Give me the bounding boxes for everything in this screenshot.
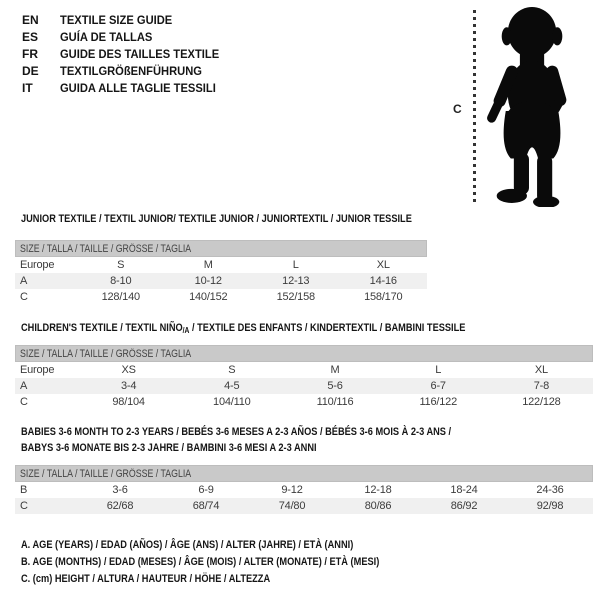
- size-header-bar: [15, 465, 593, 482]
- table-row-height: [15, 498, 593, 514]
- size-cell: M: [330, 364, 340, 376]
- language-row-fr: [22, 46, 231, 63]
- size-header-text: SIZE / TALLA / TAILLE / GRÖSSE / TAGLIA: [20, 243, 192, 255]
- size-cell: L: [292, 259, 299, 271]
- language-code: IT: [22, 81, 33, 95]
- baby-silhouette-icon: [484, 5, 576, 207]
- height-measure-dotted-line: [473, 10, 476, 206]
- size-cell: 14-16: [369, 275, 397, 287]
- table-row-age: [15, 273, 427, 289]
- size-cell: XS: [121, 364, 136, 376]
- size-cell: 110/116: [316, 396, 354, 408]
- size-header-text: SIZE / TALLA / TAILLE / GRÖSSE / TAGLIA: [20, 468, 192, 480]
- size-cell: L: [435, 364, 442, 376]
- table-row-height: [15, 394, 593, 410]
- size-cell: 3-4: [120, 380, 137, 392]
- footnote-b: B. AGE (MONTHS) / EDAD (MESES) / ÂGE (MOIS) / ALTER (MONATE) / ETÀ (MESI): [21, 556, 380, 568]
- language-code: DE: [22, 64, 39, 78]
- size-header-bar: [15, 345, 593, 362]
- section-title-children: [21, 320, 550, 339]
- language-code: ES: [22, 30, 39, 44]
- section-title-line1: BABIES 3-6 MONTH TO 2-3 YEARS / BEBÉS 3-6 MESES A 2-3 AÑOS / BÉBÉS 3-6 MOIS À 2-3 ANS /: [21, 426, 452, 438]
- size-cell: 62/68: [106, 500, 134, 512]
- section-title-line2: BABYS 3-6 MONATE BIS 2-3 JAHRE / BAMBINI 3-6 MESI A 2-3 ANNI: [21, 442, 317, 454]
- language-row-en: [22, 12, 231, 29]
- language-label: TEXTILGRÖßENFÜHRUNG: [60, 64, 202, 78]
- size-header-text: SIZE / TALLA / TAILLE / GRÖSSE / TAGLIA: [20, 348, 192, 360]
- size-cell: 3-6: [112, 484, 128, 496]
- size-cell: 92/98: [536, 500, 564, 512]
- size-cell: S: [228, 364, 236, 376]
- size-cell: 18-24: [450, 484, 478, 496]
- size-cell: 8-10: [110, 275, 132, 287]
- size-table-junior: [15, 240, 427, 305]
- size-cell: XL: [376, 259, 390, 271]
- row-label: B: [20, 484, 28, 496]
- size-cell: S: [117, 259, 125, 271]
- row-label: C: [20, 291, 28, 303]
- row-label: A: [20, 380, 28, 392]
- size-cell: 152/158: [276, 291, 315, 303]
- section-title-babies: [21, 424, 533, 456]
- table-row-europe: [15, 257, 427, 273]
- row-label: C: [20, 396, 28, 408]
- size-cell: 86/92: [450, 500, 478, 512]
- size-cell: M: [203, 259, 213, 271]
- footnote-a: A. AGE (YEARS) / EDAD (AÑOS) / ÂGE (ANS) / ALTER (JAHRE) / ETÀ (ANNI): [21, 539, 354, 551]
- size-cell: 116/122: [419, 396, 457, 408]
- size-cell: XL: [534, 364, 548, 376]
- language-label: TEXTILE SIZE GUIDE: [60, 13, 173, 27]
- size-cell: 158/170: [364, 291, 403, 303]
- language-label: GUIDA ALLE TAGLIE TESSILI: [60, 81, 216, 95]
- language-label: GUÍA DE TALLAS: [60, 30, 153, 44]
- size-cell: 10-12: [194, 275, 222, 287]
- size-cell: 122/128: [522, 396, 561, 408]
- row-label: C: [20, 500, 28, 512]
- size-table-babies: [15, 465, 593, 514]
- size-cell: 6-7: [430, 380, 446, 392]
- table-row-europe: [15, 362, 593, 378]
- row-label: Europe: [20, 364, 55, 376]
- size-cell: 12-13: [282, 275, 310, 287]
- size-cell: 104/110: [213, 396, 251, 408]
- language-code: EN: [22, 13, 39, 27]
- size-cell: 68/74: [192, 500, 220, 512]
- size-header-bar: [15, 240, 427, 257]
- section-title-text: JUNIOR TEXTILE / TEXTIL JUNIOR/ TEXTILE JUNIOR / JUNIORTEXTIL / JUNIOR TESSILE: [21, 213, 412, 225]
- size-cell: 9-12: [281, 484, 303, 496]
- language-list: [22, 12, 231, 97]
- size-cell: 98/104: [112, 396, 145, 408]
- section-title-junior: [21, 211, 486, 227]
- language-row-it: [22, 80, 231, 97]
- footnote-c: C. (cm) HEIGHT / ALTURA / HAUTEUR / HÖHE / ALTEZZA: [21, 573, 271, 585]
- table-row-height: [15, 289, 427, 305]
- language-row-es: [22, 29, 231, 46]
- section-title-text: CHILDREN'S TEXTILE / TEXTIL NIÑO/A / TEXTILE DES ENFANTS / KINDERTEXTIL / BAMBINI TESSILE: [21, 322, 466, 335]
- language-code: FR: [22, 47, 38, 61]
- table-row-age: [15, 378, 593, 394]
- size-cell: 12-18: [364, 484, 392, 496]
- size-cell: 128/140: [101, 291, 140, 303]
- size-cell: 80/86: [364, 500, 392, 512]
- language-row-de: [22, 63, 231, 80]
- size-cell: 5-6: [327, 380, 343, 392]
- size-cell: 24-36: [536, 484, 564, 496]
- measure-label-c: C: [453, 102, 462, 116]
- row-label: A: [20, 275, 28, 287]
- size-cell: 7-8: [533, 380, 550, 392]
- language-label: GUIDE DES TAILLES TEXTILE: [60, 47, 220, 61]
- footnotes: [21, 537, 448, 588]
- size-cell: 4-5: [224, 380, 240, 392]
- size-cell: 74/80: [278, 500, 306, 512]
- row-label: Europe: [20, 259, 55, 271]
- size-cell: 6-9: [198, 484, 214, 496]
- table-row-months: [15, 482, 593, 498]
- size-cell: 140/152: [189, 291, 228, 303]
- size-table-children: [15, 345, 593, 410]
